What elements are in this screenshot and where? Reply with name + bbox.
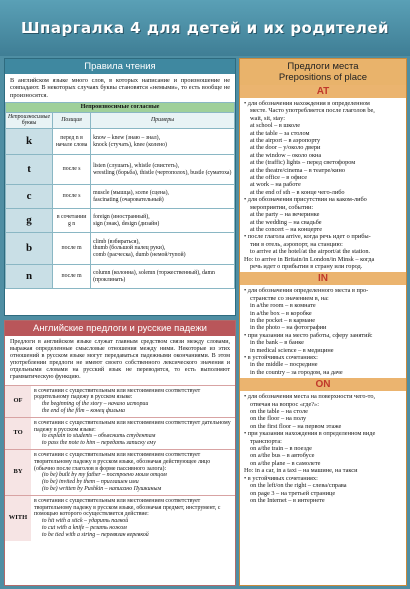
table-row xyxy=(5,385,235,417)
letter-examples: climb (взбираться), thumb (большой палец руки), comb (расческа), dumb (немой/тупой) xyxy=(91,233,235,265)
cases-table xyxy=(5,385,235,541)
place-heading xyxy=(240,59,406,85)
usage-line: Но: in a car, in a taxi – на машине, на такси xyxy=(244,467,358,475)
usage-line: on page 3 – на третьей странице xyxy=(250,489,336,497)
table-row xyxy=(6,265,235,289)
usage-line: • в устойчивых сочетаниях: xyxy=(244,474,318,482)
section-on-title: ON xyxy=(240,378,406,391)
usage-line: at the party – на вечеринке xyxy=(250,211,320,219)
letter-position: после m xyxy=(53,265,91,289)
table-row xyxy=(5,495,235,540)
usage-line: on the first floor – на первом этаже xyxy=(250,422,342,430)
preposition-label: WITH xyxy=(5,495,31,540)
usage-line: in the middle – посредине xyxy=(250,361,318,369)
usage-line: речь идет о прибытии в страну или город. xyxy=(250,262,363,270)
usage-line: on the Internet – в интернете xyxy=(250,496,325,504)
usage-line: on the table – на столе xyxy=(250,408,308,416)
usage-line: мероприятии, событии: xyxy=(250,203,314,211)
usage-line: • после глагола arrive, когда речь идет о прибы- xyxy=(244,233,371,241)
usage-line: wait, sit, stay: xyxy=(250,114,285,122)
table-row xyxy=(5,417,235,449)
table-row xyxy=(6,209,235,233)
silent-letter: c xyxy=(6,185,53,209)
silent-letter: t xyxy=(6,155,53,185)
section-in-body xyxy=(240,285,406,378)
letter-position: после m xyxy=(53,233,91,265)
letter-examples: muscle (мышца), scene (сцена), fascinating (очаровательный) xyxy=(91,185,235,209)
usage-line: at the airport – в аэропорту xyxy=(250,137,321,145)
usage-line: at the wedding – на свадьбе xyxy=(250,218,322,226)
usage-line: • для обозначения присутствия на каком-либо xyxy=(244,196,367,204)
cases-panel xyxy=(4,320,236,586)
usage-line: транспорта: xyxy=(250,437,282,445)
cases-heading: Английские предлоги и русские падежи xyxy=(5,321,235,336)
usage-line: тии в отель, аэропорт, на станцию: xyxy=(250,240,343,248)
column-header: Позиция xyxy=(53,112,91,128)
preposition-description: в сочетании с существительным или местоимением соответствует творительному падежу в русском языке, обозначая действующее лицо (обычно после глаголов в форме пассивного залога): (to be) built by my father – построено моим отцом (to be) invited by them – приглашен ими (to be) written by Pushkin – написано Пушкиным xyxy=(31,449,235,495)
letter-examples: column (колонна), solemn (торжественный), damn (проклинать) xyxy=(91,265,235,289)
usage-line: in medical science – в медицине xyxy=(250,346,334,354)
table-row xyxy=(6,129,235,155)
letter-position: после s xyxy=(53,185,91,209)
letter-position: перед n в начале слова xyxy=(53,129,91,155)
preposition-label: BY xyxy=(5,449,31,495)
section-at-title: AT xyxy=(240,85,406,98)
usage-line: in the photo – на фотографии xyxy=(250,324,327,332)
usage-line: at school – в школе xyxy=(250,122,300,130)
usage-line: at work – на работе xyxy=(250,181,301,189)
usage-line: on the left/on the right – слева/справа xyxy=(250,482,347,490)
usage-line: on a/the plane – в самолете xyxy=(250,459,321,467)
usage-line: in the bank – в банке xyxy=(250,339,304,347)
usage-line: at the theatre/cinema – в театре/кино xyxy=(250,166,346,174)
prepositions-of-place-panel xyxy=(239,58,407,586)
usage-line: странстве со значением в, на: xyxy=(250,294,329,302)
table-row xyxy=(6,233,235,265)
preposition-label: TO xyxy=(5,417,31,449)
preposition-description: в сочетании с существительным или местоимением соответствует дательному падежу в русском языке: to explain to students – объяснить студентам to pass the note to him – передать записку ему xyxy=(31,417,235,449)
table-row xyxy=(6,185,235,209)
usage-line: Но: to arrive in Britain/in London/in Minsk – когда xyxy=(244,255,375,263)
section-on-body xyxy=(240,391,406,506)
column-header: Непроизносимые буквы xyxy=(6,112,53,128)
silent-letter: k xyxy=(6,129,53,155)
usage-line: at the end of sth – в конце чего-либо xyxy=(250,188,345,196)
title-banner xyxy=(0,0,410,56)
usage-line: • для обозначения места на поверхности чего-то, xyxy=(244,393,376,401)
usage-line: отвечая на вопрос «где?»: xyxy=(250,400,319,408)
reading-rules-heading: Правила чтения xyxy=(5,59,235,74)
usage-line: • при указании на место работы, сферу занятий: xyxy=(244,331,373,339)
column-header: Примеры xyxy=(91,112,235,128)
preposition-description: в сочетании с существительным или местоимением соответствует творительному падежу в русском языке, обозначая предмет, инструмент, с помощью которого осуществляется действие: to hit with a stick – ударить палкой to cut with a knife – резать ножом to be tied with a string – перевязан веревкой xyxy=(31,495,235,540)
section-at-body xyxy=(240,98,406,272)
usage-line: • для обозначения нахождения в определенном xyxy=(244,100,370,107)
silent-letters-subheading: Непроизносимые согласные xyxy=(6,103,235,113)
preposition-label: OF xyxy=(5,385,31,417)
silent-letters-table xyxy=(5,102,235,289)
reading-rules-panel xyxy=(4,58,236,316)
place-heading-ru: Предлоги места xyxy=(287,61,359,72)
usage-line: on the floor – на полу xyxy=(250,415,307,423)
table-row xyxy=(5,449,235,495)
usage-line: at the table – за столом xyxy=(250,129,310,137)
place-heading-en: Prepositions of place xyxy=(278,72,368,83)
usage-line: on a/the bus – в автобусе xyxy=(250,452,315,460)
silent-letter: b xyxy=(6,233,53,265)
usage-line: месте. Часто употребляется после глаголов be, xyxy=(250,107,375,115)
usage-line: • в устойчивых сочетаниях: xyxy=(244,354,318,361)
letter-position: после s xyxy=(53,155,91,185)
usage-line: • для обозначения определенного места в про- xyxy=(244,287,369,295)
usage-line: at the concert – на концерте xyxy=(250,225,322,233)
section-in-title: IN xyxy=(240,272,406,285)
usage-line: at the (traffic) lights – перед светофором xyxy=(250,159,356,167)
usage-line: at the window – около окна xyxy=(250,151,322,159)
usage-line: • при указании нахождения в определенном виде xyxy=(244,430,376,438)
table-row xyxy=(6,155,235,185)
usage-line: at the door – у/около двери xyxy=(250,144,321,152)
usage-line: in a/the room – в комнате xyxy=(250,302,316,310)
usage-line: on a/the train – в поезде xyxy=(250,445,312,453)
silent-letter: n xyxy=(6,265,53,289)
letter-position: в сочетании g n xyxy=(53,209,91,233)
preposition-description: в сочетании с существительным или местоимением соответствует родительному падежу в русском языке: the beginning of the story – начало истории the end of the film – конец фильма xyxy=(31,385,235,417)
cases-intro: Предлоги в английском языке служат главным средством связи между словами, выражая определенные смысловые отношения между ними. Некоторые из этих отношений в русском языке могут передаваться падежными окончаниями. В этом употреблении предлоги не имеют своего собственного лексического значения и отдельными словами на русский язык не переводятся, то есть выполняют грамматическую функцию. xyxy=(10,339,230,381)
letter-examples: foreign (иностранный), sign (знак), design (дизайн) xyxy=(91,209,235,233)
usage-line: in a/the box – в коробке xyxy=(250,309,312,317)
usage-line: in the pocket – в кармане xyxy=(250,316,316,324)
page-title: Шпаргалка 4 для детей и их родителей xyxy=(20,19,390,37)
letter-examples: know – knew (знаю – знал), knock (стучать), knee (колено) xyxy=(91,129,235,155)
usage-line: to arrive at the hotel/at the airport/at the station. xyxy=(250,248,371,256)
usage-line: at the office – в офисе xyxy=(250,174,308,182)
silent-letter: g xyxy=(6,209,53,233)
letter-examples: listen (слушать), whistle (свистеть), wrestling (борьба), thistle (чертополох), bustle (суматоха) xyxy=(91,155,235,185)
reading-rules-intro: В английском языке много слов, в которых написание и произношение не совпадают. В некоторых случаях буквы становятся «немыми», то есть вообще не произносятся. xyxy=(10,77,230,99)
usage-line: in the country – за городом, на даче xyxy=(250,368,343,376)
